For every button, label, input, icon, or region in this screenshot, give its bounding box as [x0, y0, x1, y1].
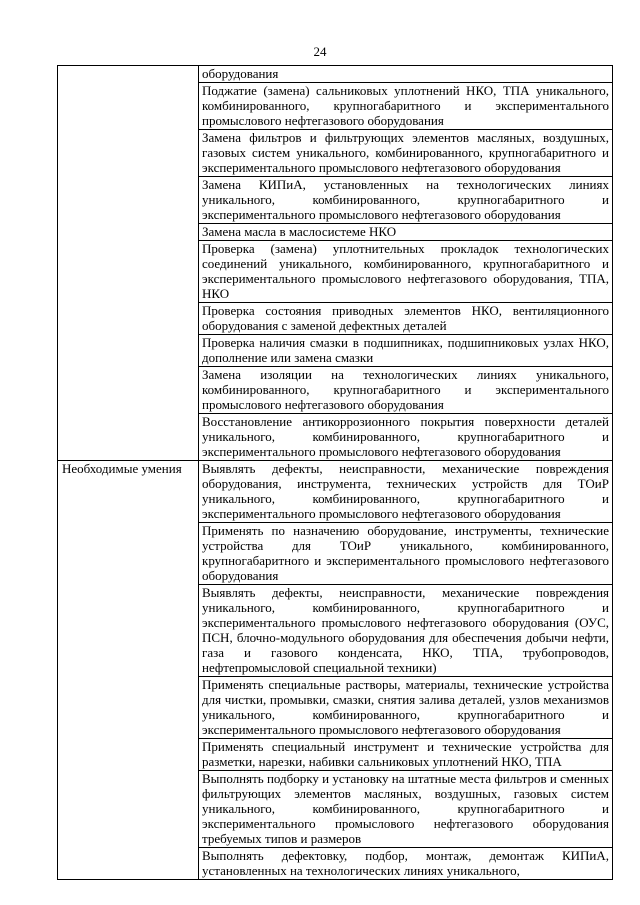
skill-item: Выявлять дефекты, неисправности, механические повреждения уникального, комбинированного, крупногабаритного и экспериментального промыслового нефтегазового оборудования (ОУС, ПСН, блочно-модульного оборудования для обеспечения добычи нефти, газа и газового конденсата, НКО, ТПА, трубопроводов, нефтепромысловой специальной техники) [199, 585, 613, 677]
skill-item: Выявлять дефекты, неисправности, механические повреждения оборудования, инструмента, технических устройств для ТОиР уникального, комбинированного, крупногабаритного и экспериментального промыслового нефтегазового оборудования [199, 461, 613, 523]
knowledge-item: Замена КИПиА, установленных на технологических линиях уникального, комбинированного, крупногабаритного и экспериментального промыслового нефтегазового оборудования [199, 177, 613, 224]
knowledge-label-cell [58, 66, 199, 461]
table-row [58, 66, 613, 83]
knowledge-item: Проверка (замена) уплотнительных прокладок технологических соединений уникального, комбинированного, крупногабаритного и экспериментального промыслового нефтегазового оборудования, ТПА, НКО [199, 241, 613, 303]
skill-item: Применять специальный инструмент и технические устройства для разметки, нарезки, набивки сальниковых уплотнений НКО, ТПА [199, 739, 613, 771]
skill-item: Применять специальные растворы, материалы, технические устройства для чистки, промывки, смазки, снятия залива деталей, узлов механизмов уникального, комбинированного, крупногабаритного и экспериментального промыслового нефтегазового оборудования [199, 677, 613, 739]
knowledge-item: Замена фильтров и фильтрующих элементов масляных, воздушных, газовых систем уникального, комбинированного, крупногабаритного и экспериментального промыслового нефтегазового оборудования [199, 130, 613, 177]
skills-label: Необходимые умения [58, 461, 199, 880]
knowledge-item: Замена изоляции на технологических линиях уникального, комбинированного, крупногабаритного и экспериментального промыслового нефтегазового оборудования [199, 367, 613, 414]
page-number: 24 [313, 44, 327, 59]
skill-item: Применять по назначению оборудование, инструменты, технические устройства для ТОиР уникального, комбинированного, крупногабаритного и экспериментального промыслового нефтегазового оборудования [199, 523, 613, 585]
table-row [58, 461, 613, 523]
knowledge-item: Замена масла в маслосистеме НКО [199, 224, 613, 241]
knowledge-item: Проверка состояния приводных элементов НКО, вентиляционного оборудования с заменой дефектных деталей [199, 303, 613, 335]
knowledge-item: Восстановление антикоррозионного покрытия поверхности деталей уникального, комбинированного, крупногабаритного и экспериментального промыслового нефтегазового оборудования [199, 414, 613, 461]
competency-table [57, 65, 613, 880]
knowledge-item: оборудования [199, 66, 613, 83]
skill-item: Выполнять дефектовку, подбор, монтаж, демонтаж КИПиА, установленных на технологических линиях уникального, [199, 848, 613, 880]
knowledge-item: Проверка наличия смазки в подшипниках, подшипниковых узлах НКО, дополнение или замена смазки [199, 335, 613, 367]
skill-item: Выполнять подборку и установку на штатные места фильтров и сменных фильтрующих элементов масляных, воздушных, газовых систем уникального, комбинированного, крупногабаритного и экспериментального промыслового нефтегазового оборудования требуемых типов и размеров [199, 771, 613, 848]
knowledge-item: Поджатие (замена) сальниковых уплотнений НКО, ТПА уникального, комбинированного, крупногабаритного и экспериментального промыслового нефтегазового оборудования [199, 83, 613, 130]
